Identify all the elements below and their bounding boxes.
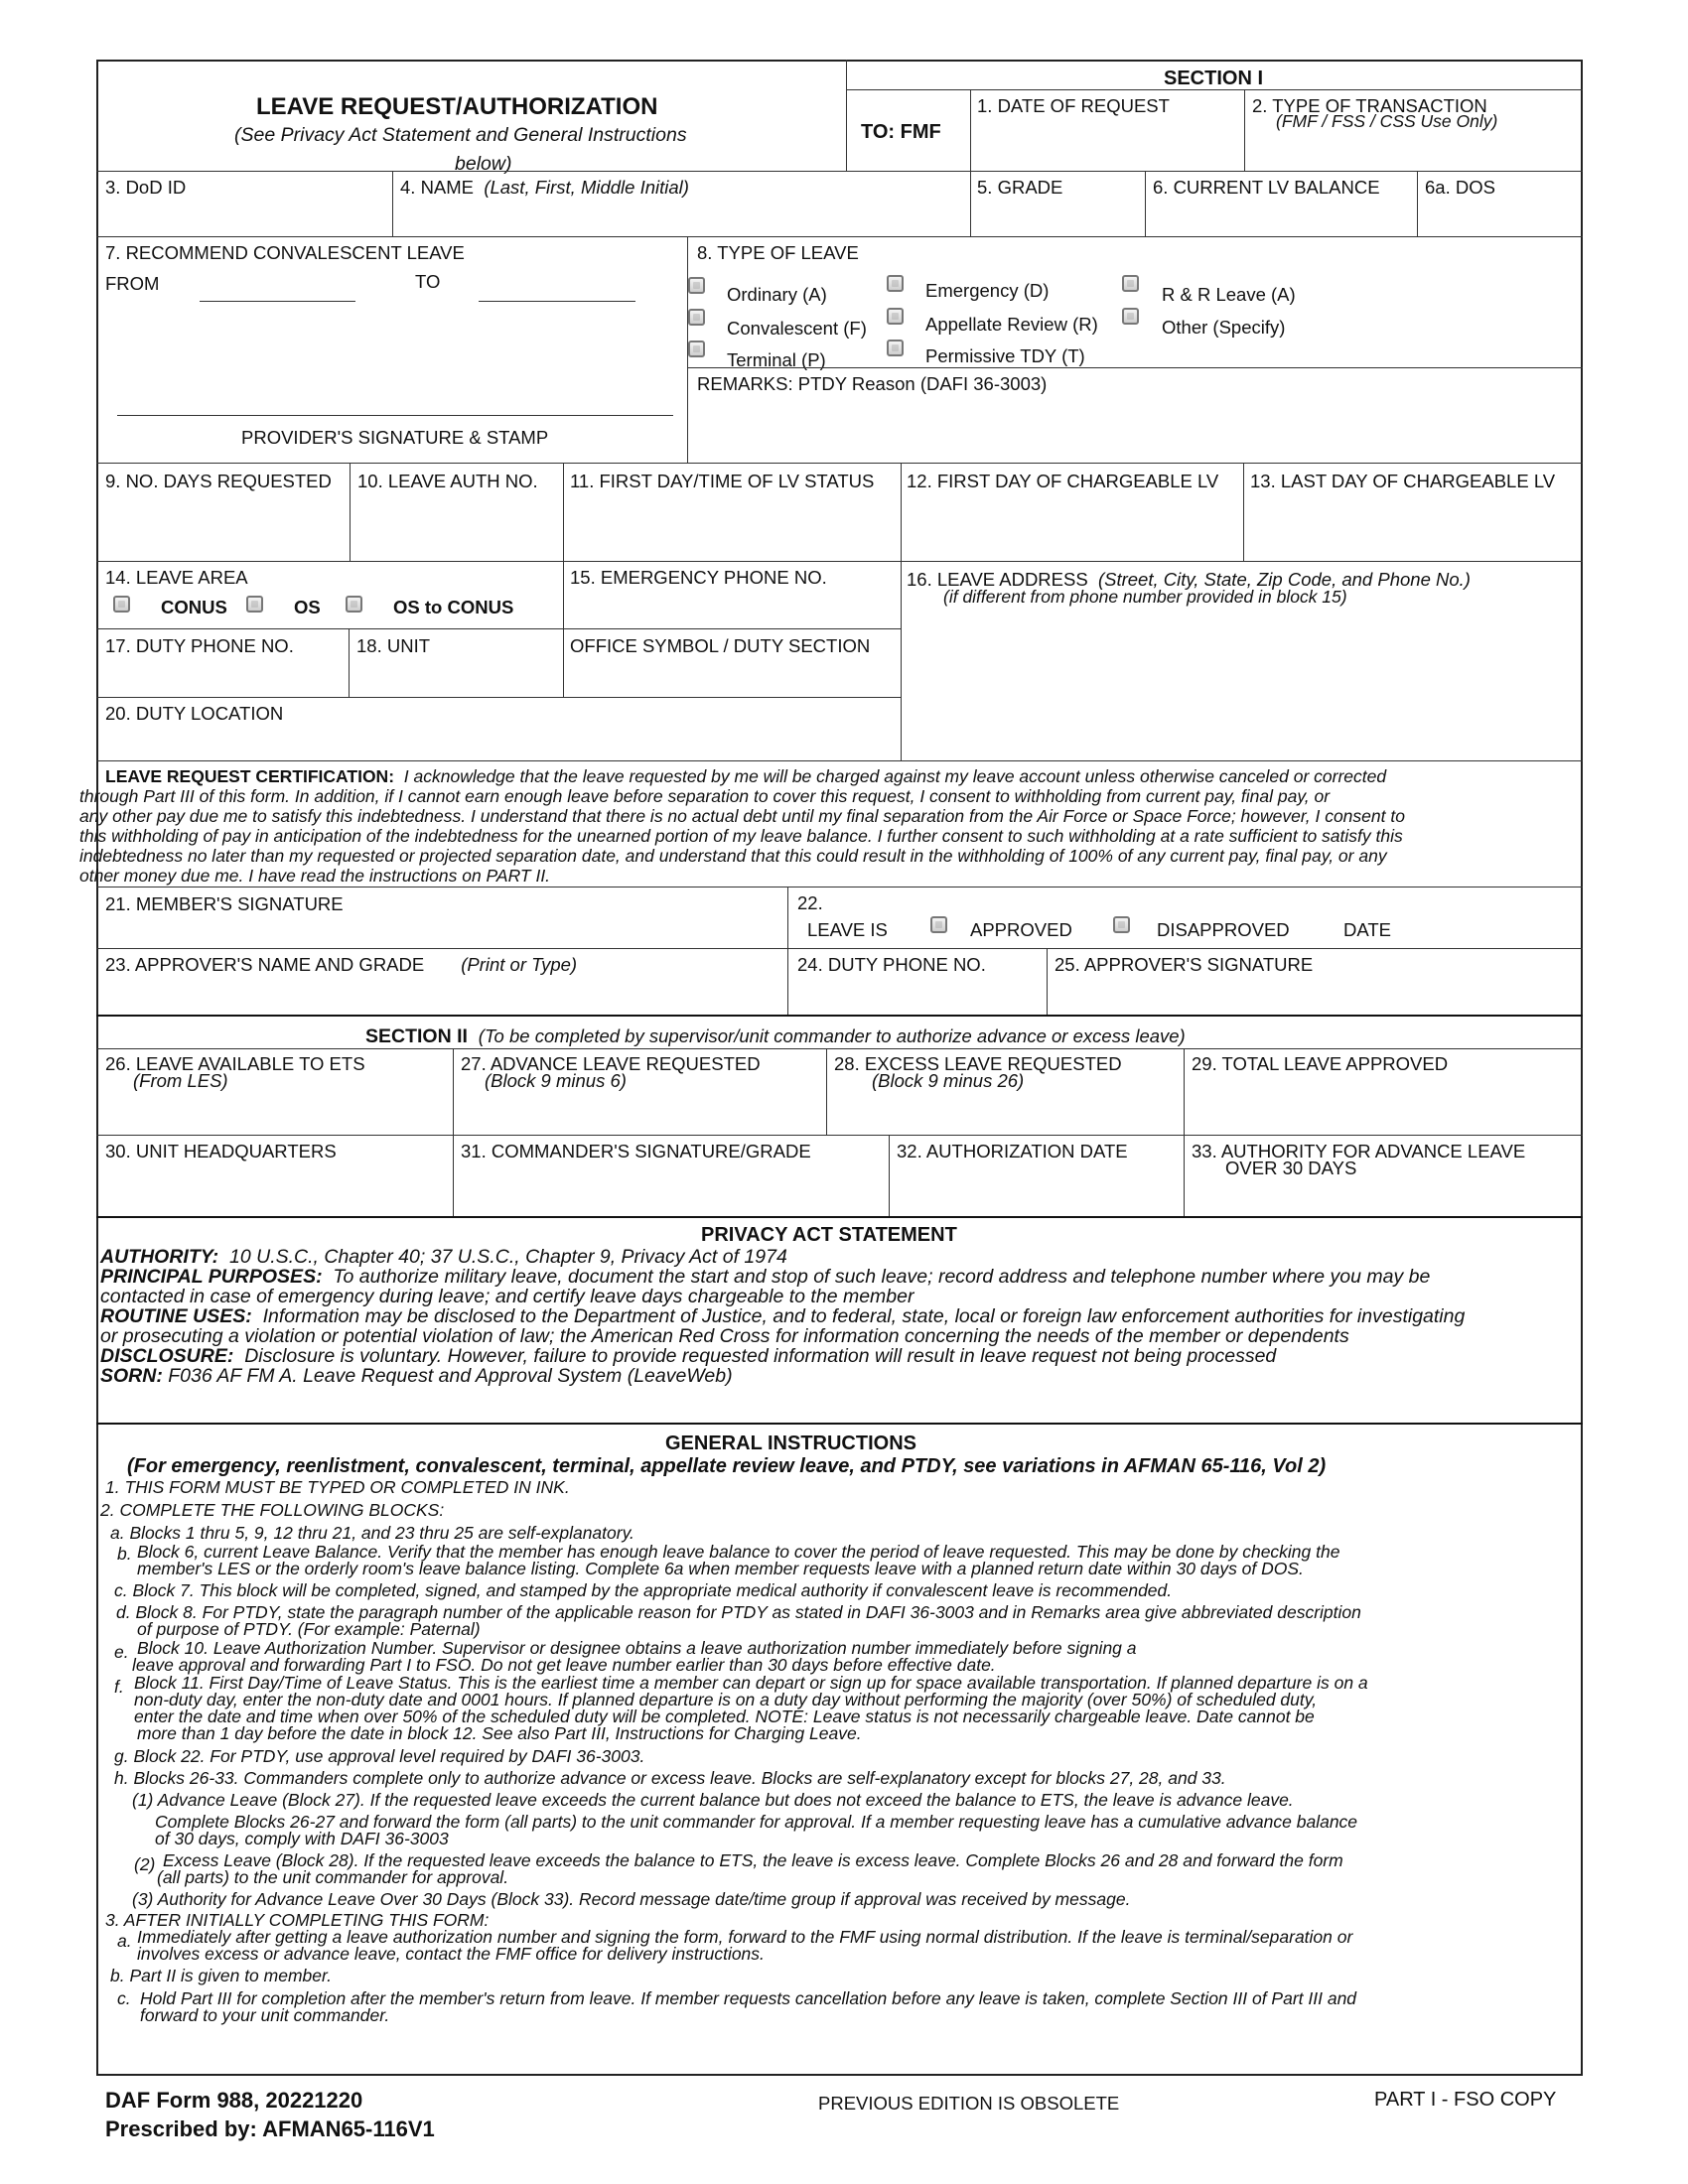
block-1-label: 1. DATE OF REQUEST (977, 95, 1170, 116)
general-instructions-title: GENERAL INSTRUCTIONS (665, 1433, 916, 1454)
form-title: LEAVE REQUEST/AUTHORIZATION (256, 93, 658, 120)
privacy-sorn: SORN: F036 AF FM A. Leave Request and Approval System (LeaveWeb) (100, 1365, 733, 1387)
approved-label: APPROVED (970, 919, 1072, 940)
permissive-tdy-checkbox[interactable] (887, 340, 904, 356)
instruction-2: 2. COMPLETE THE FOLLOWING BLOCKS: (100, 1500, 445, 1520)
emergency-checkbox[interactable] (887, 275, 904, 292)
conus-label: CONUS (161, 597, 227, 617)
block-21-label: 21. MEMBER'S SIGNATURE (105, 893, 344, 914)
instruction-2f-marker: f. (114, 1677, 124, 1697)
other-label: Other (Specify) (1162, 317, 1286, 338)
terminal-checkbox[interactable] (688, 341, 705, 357)
appellate-review-label: Appellate Review (R) (925, 314, 1098, 335)
instruction-2f-cont2: enter the date and time when over 50% of the scheduled duty will be completed. NOTE: Leave status is not necessarily chargeable leave. Date cannot be (134, 1706, 1315, 1726)
approved-checkbox[interactable] (930, 916, 947, 933)
block-11-label: 11. FIRST DAY/TIME OF LV STATUS (570, 471, 875, 491)
certification-line-4: this withholding of pay in anticipation of the indebtedness for the unearned portion of my leave balance. I further consent to such withholding at a rate sufficient to satisfy this (79, 826, 1403, 846)
form-number: DAF Form 988, 20221220 (105, 2088, 363, 2113)
block-18-label: 18. UNIT (356, 635, 431, 656)
instruction-2h-2: Excess Leave (Block 28). If the requested leave exceeds the balance to ETS, the leave is excess leave. Complete Blocks 26 and 28 and forward the form (163, 1850, 1343, 1870)
section-1-heading: SECTION I (1164, 68, 1264, 89)
instruction-3a-marker: a. (117, 1931, 132, 1951)
office-symbol-label: OFFICE SYMBOL / DUTY SECTION (570, 635, 871, 656)
block-26-label: 26. LEAVE AVAILABLE TO ETS (105, 1053, 365, 1074)
instruction-2g: g. Block 22. For PTDY, use approval level required by DAFI 36-3003. (114, 1746, 645, 1766)
block-33-label-cont: OVER 30 DAYS (1225, 1158, 1357, 1178)
block-31-label: 31. COMMANDER'S SIGNATURE/GRADE (461, 1141, 811, 1161)
block-3-label: 3. DoD ID (105, 177, 187, 198)
block-10-label: 10. LEAVE AUTH NO. (357, 471, 538, 491)
instruction-2h-2-marker: (2) (134, 1854, 156, 1874)
os-label: OS (294, 597, 321, 617)
block-29-label: 29. TOTAL LEAVE APPROVED (1192, 1053, 1449, 1074)
instruction-2h-1-cont2: of 30 days, comply with DAFI 36-3003 (155, 1829, 449, 1848)
conus-checkbox[interactable] (113, 596, 130, 613)
privacy-routine: ROUTINE USES: Information may be disclosed to the Department of Justice, and to federal, state, local or foreign law enforcement authorities for investigating (100, 1305, 1466, 1327)
from-date-line[interactable] (200, 301, 355, 302)
block-12-label: 12. FIRST DAY OF CHARGEABLE LV (907, 471, 1219, 491)
instruction-3c: Hold Part III for completion after the member's return from leave. If member requests cancellation before any leave is taken, complete Section III of Part III and (140, 1988, 1357, 2008)
instruction-2b-marker: b. (117, 1544, 132, 1564)
remarks-label: REMARKS: PTDY Reason (DAFI 36-3003) (697, 373, 1048, 394)
privacy-authority: AUTHORITY: 10 U.S.C., Chapter 40; 37 U.S.C., Chapter 9, Privacy Act of 1974 (100, 1246, 787, 1268)
privacy-title: PRIVACY ACT STATEMENT (701, 1224, 957, 1246)
block-33-label: 33. AUTHORITY FOR ADVANCE LEAVE (1192, 1141, 1526, 1161)
block-24-label: 24. DUTY PHONE NO. (797, 954, 986, 975)
instruction-2h-3: (3) Authority for Advance Leave Over 30 Days (Block 33). Record message date/time group if approval was received by message. (132, 1889, 1131, 1909)
certification-line-6: other money due me. I have read the instructions on PART II. (79, 866, 551, 886)
instruction-2b: Block 6, current Leave Balance. Verify that the member has enough leave balance to cover the period of leave requested. This may be done by checking the (137, 1542, 1340, 1562)
convalescent-label: Convalescent (F) (727, 318, 867, 339)
block-16-label: 16. LEAVE ADDRESS (Street, City, State, Zip Code, and Phone No.) (907, 569, 1471, 590)
block-30-label: 30. UNIT HEADQUARTERS (105, 1141, 337, 1161)
permissive-tdy-label: Permissive TDY (T) (925, 345, 1085, 366)
block-17-label: 17. DUTY PHONE NO. (105, 635, 294, 656)
instruction-2b-cont: member's LES or the orderly room's leave balance listing. Complete 6a when member requests leave with a planned return date within 30 days of DOS. (137, 1559, 1304, 1578)
block-13-label: 13. LAST DAY OF CHARGEABLE LV (1250, 471, 1556, 491)
instruction-3: 3. AFTER INITIALLY COMPLETING THIS FORM: (105, 1910, 490, 1930)
block-28-label: 28. EXCESS LEAVE REQUESTED (834, 1053, 1122, 1074)
form-subtitle: (See Privacy Act Statement and General Instructions (234, 124, 687, 146)
block-23-label: 23. APPROVER'S NAME AND GRADE (Print or Type) (105, 954, 578, 975)
os-to-conus-label: OS to CONUS (393, 597, 514, 617)
convalescent-checkbox[interactable] (688, 309, 705, 326)
ordinary-checkbox[interactable] (688, 277, 705, 294)
general-instructions-subtitle: (For emergency, reenlistment, convalescent, terminal, appellate review leave, and PTDY, see variations in AFMAN 65-116, Vol 2) (127, 1455, 1327, 1477)
block-7-from: FROM (105, 273, 160, 294)
block-9-label: 9. NO. DAYS REQUESTED (105, 471, 332, 491)
instruction-2f-cont3: more than 1 day before the date in block 12. See also Part III, Instructions for Charging Leave. (137, 1723, 862, 1743)
to-date-line[interactable] (479, 301, 635, 302)
block-6a-label: 6a. DOS (1425, 177, 1495, 198)
instruction-3c-marker: c. (117, 1988, 131, 2008)
instruction-2f-cont1: non-duty day, enter the non-duty date and 0001 hours. If planned departure is on a duty day without performing the majority (over 50%) of scheduled duty, (134, 1690, 1318, 1709)
rr-leave-checkbox[interactable] (1122, 275, 1139, 292)
privacy-purposes: PRINCIPAL PURPOSES: To authorize military leave, document the start and stop of such leave; record address and telephone number where you may be (100, 1266, 1431, 1288)
block-32-label: 32. AUTHORIZATION DATE (897, 1141, 1128, 1161)
block-7-to: TO (415, 271, 441, 292)
instruction-2h-1: (1) Advance Leave (Block 27). If the requested leave exceeds the current balance but does not exceed the balance to ETS, the leave is advance leave. (132, 1790, 1294, 1810)
instruction-2h: h. Blocks 26-33. Commanders complete only to authorize advance or excess leave. Blocks are self-explanatory except for blocks 27, 28, and 33. (114, 1768, 1226, 1788)
instruction-2d-cont: of purpose of PTDY. (For example: Paternal) (137, 1619, 481, 1639)
block-16-note: (if different from phone number provided in block 15) (943, 587, 1347, 607)
date-label: DATE (1343, 919, 1391, 940)
prescribed-by: Prescribed by: AFMAN65-116V1 (105, 2116, 435, 2141)
instruction-2h-1-cont1: Complete Blocks 26-27 and forward the form (all parts) to the unit commander for approval. If a member requesting leave has a cumulative advance balance (155, 1812, 1358, 1832)
instruction-1: 1. THIS FORM MUST BE TYPED OR COMPLETED IN INK. (105, 1477, 570, 1497)
block-25-label: 25. APPROVER'S SIGNATURE (1055, 954, 1314, 975)
emergency-label: Emergency (D) (925, 280, 1050, 301)
leave-is-label: LEAVE IS (807, 919, 888, 940)
provider-signature-line[interactable] (117, 415, 673, 416)
block-7-label: 7. RECOMMEND CONVALESCENT LEAVE (105, 242, 465, 263)
instruction-2e: Block 10. Leave Authorization Number. Supervisor or designee obtains a leave authorization number immediately before signing a (137, 1638, 1137, 1658)
instruction-2a: a. Blocks 1 thru 5, 9, 12 thru 21, and 23 thru 25 are self-explanatory. (110, 1523, 634, 1543)
block-6-label: 6. CURRENT LV BALANCE (1153, 177, 1380, 198)
privacy-routine-cont: or prosecuting a violation or potential violation of law; the American Red Cross for information concerning the needs of the member or dependents (100, 1325, 1349, 1347)
disapproved-checkbox[interactable] (1113, 916, 1130, 933)
instruction-2e-marker: e. (114, 1642, 129, 1662)
instruction-3a: Immediately after getting a leave authorization number and signing the form, forward to the FMF using normal distribution. If the leave is terminal/separation or (137, 1927, 1353, 1947)
certification-line-3: any other pay due me to satisfy this indebtedness. I understand that there is no actual debt until my final separation from the Air Force or Space Force; however, I consent to (79, 806, 1405, 826)
certification-line-5: indebtedness no later than my requested or projected separation date, and understand that this could result in the withholding of 100% of any current pay, final pay, or any (79, 846, 1387, 866)
block-20-label: 20. DUTY LOCATION (105, 703, 284, 724)
privacy-purposes-cont: contacted in case of emergency during leave; and certify leave days chargeable to the member (100, 1286, 914, 1307)
section-2-heading: SECTION II (To be completed by supervisor/unit commander to authorize advance or excess leave) (365, 1025, 1186, 1047)
instruction-3b: b. Part II is given to member. (110, 1966, 333, 1985)
instruction-2h-2-cont: (all parts) to the unit commander for approval. (157, 1867, 509, 1887)
block-27-label: 27. ADVANCE LEAVE REQUESTED (461, 1053, 761, 1074)
block-28-note: (Block 9 minus 26) (872, 1070, 1025, 1091)
block-2-label: 2. TYPE OF TRANSACTION (1252, 95, 1487, 116)
privacy-disclosure: DISCLOSURE: Disclosure is voluntary. However, failure to provide requested information will result in leave request not being processed (100, 1345, 1277, 1367)
ordinary-label: Ordinary (A) (727, 284, 827, 305)
instruction-3c-cont: forward to your unit commander. (140, 2005, 390, 2025)
terminal-label: Terminal (P) (727, 349, 826, 370)
form-subtitle-cont: below) (455, 153, 512, 175)
certification-line-2: through Part III of this form. In addition, if I cannot earn enough leave before separation to cover this request, I consent to withholding from current pay, final pay, or (79, 786, 1331, 806)
rr-leave-label: R & R Leave (A) (1162, 284, 1296, 305)
certification-line-1: LEAVE REQUEST CERTIFICATION: I acknowledge that the leave requested by me will be charged against my leave account unless otherwise canceled or corrected (105, 766, 1387, 786)
os-checkbox[interactable] (246, 596, 263, 613)
instruction-2c: c. Block 7. This block will be completed, signed, and stamped by the appropriate medical authority if convalescent leave is recommended. (114, 1580, 1173, 1600)
part-copy-label: PART I - FSO COPY (1374, 2089, 1557, 2111)
obsolete-notice: PREVIOUS EDITION IS OBSOLETE (818, 2093, 1120, 2114)
instruction-3a-cont: involves excess or advance leave, contact the FMF office for delivery instructions. (137, 1944, 765, 1964)
block-5-label: 5. GRADE (977, 177, 1063, 198)
block-2-note: (FMF / FSS / CSS Use Only) (1276, 111, 1498, 131)
to-fmf-label: TO: FMF (861, 121, 941, 143)
block-27-note: (Block 9 minus 6) (485, 1070, 627, 1091)
disapproved-label: DISAPPROVED (1157, 919, 1290, 940)
provider-signature-label: PROVIDER'S SIGNATURE & STAMP (241, 427, 549, 448)
other-checkbox[interactable] (1122, 308, 1139, 325)
instruction-2d: d. Block 8. For PTDY, state the paragraph number of the applicable reason for PTDY as stated in DAFI 36-3003 and in Remarks area give abbreviated description (116, 1602, 1361, 1622)
block-8-label: 8. TYPE OF LEAVE (697, 242, 859, 263)
instruction-2f: Block 11. First Day/Time of Leave Status. This is the earliest time a member can depart or sign up for space available transportation. If planned departure is on a (134, 1673, 1368, 1693)
os-to-conus-checkbox[interactable] (346, 596, 362, 613)
block-26-note: (From LES) (133, 1070, 228, 1091)
block-22-label: 22. (797, 892, 823, 913)
block-14-label: 14. LEAVE AREA (105, 567, 248, 588)
block-15-label: 15. EMERGENCY PHONE NO. (570, 567, 827, 588)
block-4-label: 4. NAME (Last, First, Middle Initial) (400, 177, 689, 198)
instruction-2e-cont: leave approval and forwarding Part I to FSO. Do not get leave number earlier than 30 days before effective date. (132, 1655, 996, 1675)
appellate-review-checkbox[interactable] (887, 308, 904, 325)
